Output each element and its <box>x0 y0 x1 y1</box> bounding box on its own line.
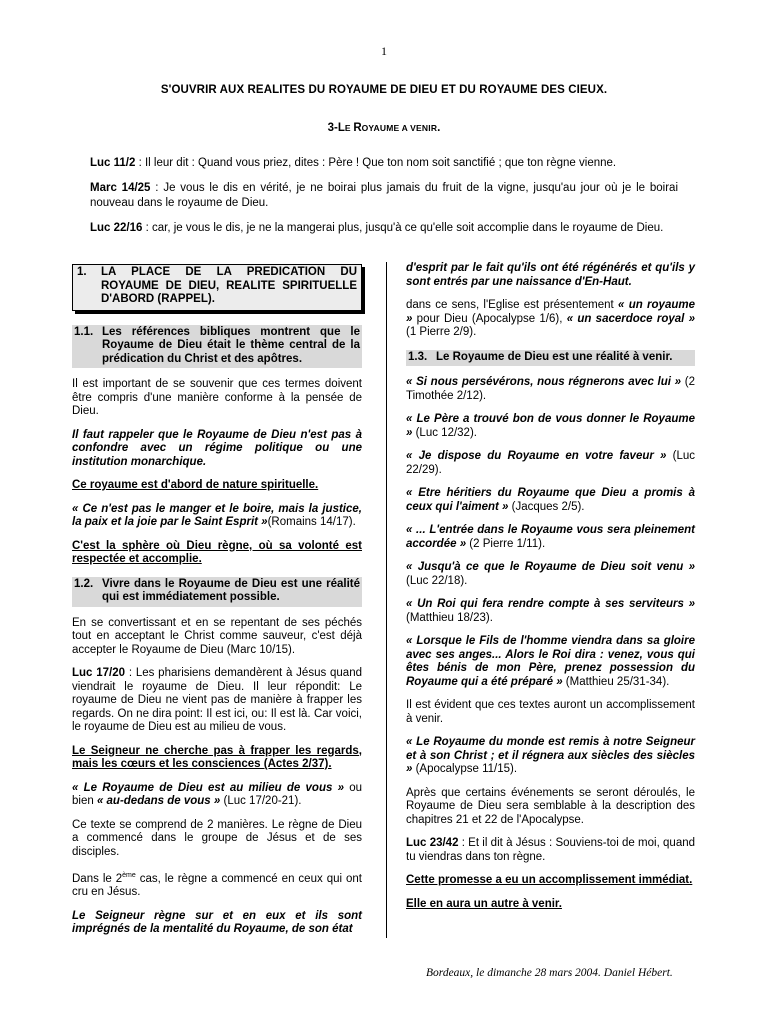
reference: (Luc 17/20-21). <box>220 795 302 807</box>
heading-text: Les références bibliques montrent que le Royaume de Dieu était le thème central de la prédication du Christ et des apôtres. <box>102 325 360 365</box>
verse-text: : Et il dit à Jésus : Souviens-toi de moi, quand tu viendras dans ton règne. <box>406 837 696 863</box>
quote: « Lorsque le Fils de l'homme viendra dans sa gloire avec ses anges... Alors le Roi dira : venez, vous qui êtes bénis de mon Père, prenez possession du Royaume qui a été préparé » <box>406 635 695 688</box>
quote: « Le Royaume de Dieu est au milieu de vous » <box>72 781 344 794</box>
reference: (Jacques 2/5). <box>508 500 585 513</box>
quote: « Si nous persévérons, nous régnerons avec lui » <box>406 376 682 388</box>
heading-text: LA PLACE DE LA PREDICATION DU ROYAUME DE DIEU, REALITE SPIRITUELLE D'ABORD (RAPPEL). <box>101 266 357 305</box>
paragraph <box>72 503 362 530</box>
paragraph: Ce royaume est d'abord de nature spirituelle. <box>72 479 319 491</box>
reference: (Luc 12/32). <box>412 426 477 439</box>
quote: « Je dispose du Royaume en votre faveur » <box>406 450 667 462</box>
verse-text: : Je vous le dis en vérité, je ne boirai plus jamais du fruit de la vigne, jusqu'au jour où je le boirai nouveau dans le royaume de Dieu. <box>90 182 678 209</box>
reference: (Romains 14/17). <box>267 516 356 528</box>
reference: (1 Pierre 2/9). <box>406 326 477 338</box>
quote-paragraph <box>406 561 695 588</box>
heading-number: 1. <box>77 266 87 278</box>
paragraph: Après que certains événements se seront déroulés, le Royaume de Dieu sera semblable à la description des chapitres 21 et 22 de l'Apocalypse. <box>406 786 695 826</box>
quote-paragraph <box>406 376 695 403</box>
reference: (Matthieu 25/31-34). <box>562 675 670 688</box>
quote-paragraph <box>406 598 695 625</box>
paragraph: C'est la sphère où Dieu règne, où sa volonté est respectée et accomplie. <box>72 539 362 565</box>
paragraph: Le Seigneur règne sur et en eux et ils sont imprégnés de la mentalité du Royaume, de son état <box>72 909 362 936</box>
verse-text: : car, je vous le dis, je ne la mangerai plus, jusqu'à ce qu'elle soit accomplie dans le royaume de Dieu. <box>142 222 664 234</box>
page-number: 1 <box>381 44 387 58</box>
intro-verses <box>90 156 678 246</box>
quote-paragraph <box>406 487 695 514</box>
paragraph: Le Seigneur ne cherche pas à frapper les regards, mais les cœurs et les consciences (Actes 2/37). <box>72 744 362 770</box>
verse-text: : Il leur dit : Quand vous priez, dites : Père ! Que ton nom soit sanctifié ; que ton règne vienne. <box>135 157 617 169</box>
superscript: ème <box>122 872 136 879</box>
reference: (Luc 22/18). <box>406 574 468 587</box>
reference: (2 Pierre 1/11). <box>466 537 546 550</box>
section-1-3-heading <box>406 350 695 367</box>
page-subtitle: 3-LE ROYAUME A VENIR. <box>327 122 441 134</box>
quote: « un sacerdoce royal » <box>566 312 695 325</box>
paragraph <box>406 837 695 864</box>
heading-number: 1.2. <box>74 577 94 590</box>
paragraph: Il est important de se souvenir que ces termes doivent être compris d'une manière conforme à la pensée de Dieu. <box>72 378 362 417</box>
quote-paragraph <box>406 450 695 477</box>
footer-signature: Bordeaux, le dimanche 28 mars 2004. Daniel Hébert. <box>426 967 673 979</box>
quote-paragraph <box>406 413 695 440</box>
section-1-1-heading <box>72 325 362 369</box>
quote: « Ce n'est pas le manger et le boire, mais la justice, la paix et la joie par le Saint Esprit » <box>72 502 362 528</box>
left-column <box>72 264 362 947</box>
paragraph <box>406 299 695 340</box>
quote: « au-dedans de vous » <box>96 795 221 807</box>
text: Dans le 2 <box>72 872 123 885</box>
paragraph <box>72 667 362 735</box>
intro-verse <box>90 221 678 236</box>
text: dans ce sens, l'Eglise est présentement <box>406 299 619 311</box>
intro-verse <box>90 181 678 211</box>
heading-text: Le Royaume de Dieu est une réalité à venir. <box>436 350 673 363</box>
section-1-2-heading <box>72 577 362 607</box>
verse-ref: Luc 11/2 <box>90 157 136 169</box>
paragraph: Elle en aura un autre à venir. <box>406 897 562 910</box>
quote: « ... L'entrée dans le Royaume vous sera pleinement accordée » <box>406 524 695 550</box>
quote: « Jusqu'à ce que le Royaume de Dieu soit venu » <box>406 561 695 573</box>
text: pour Dieu (Apocalypse 1/6), <box>412 312 567 325</box>
reference: (Apocalypse 11/15). <box>412 763 518 775</box>
quote: « Le Père a trouvé bon de vous donner le Royaume » <box>406 413 695 439</box>
right-column <box>406 262 695 921</box>
column-divider <box>386 262 387 938</box>
quote: « un royaume » <box>406 299 695 325</box>
heading-number: 1.3. <box>408 350 428 363</box>
quote-paragraph <box>406 635 695 689</box>
paragraph: Il est évident que ces textes auront un accomplissement à venir. <box>406 699 695 725</box>
paragraph: Ce texte se comprend de 2 manières. Le règne de Dieu a commencé dans le groupe de Jésus et de ses disciples. <box>72 818 362 858</box>
paragraph: En se convertissant et en se repentant de ses péchés tout en acceptant le Christ comme sauveur, c'est déjà accepter le Royaume de Dieu (Marc 10/15). <box>72 616 362 656</box>
reference: (Luc 22/29). <box>406 450 695 476</box>
verse-ref: Luc 17/20 <box>72 667 126 679</box>
quote-paragraph <box>406 524 695 551</box>
quote: « Le Royaume du monde est remis à notre Seigneur et à son Christ ; et il régnera aux siècles des siècles » <box>406 736 695 775</box>
verse-ref: Luc 22/16 <box>90 222 143 234</box>
verse-ref: Marc 14/25 <box>90 182 151 194</box>
verse-text: : Les pharisiens demandèrent à Jésus quand viendrait le royaume de Dieu. Il leur répondit: Le royaume de Dieu ne vient pas de manière à frapper les regards. On ne dira point: Il est ici, ou: Il est là. Car voici, le royaume de Dieu est au milieu de vous. <box>72 667 362 733</box>
paragraph <box>72 869 362 900</box>
text: cas, le règne a commencé en ceux qui ont cru en Jésus. <box>72 872 362 899</box>
paragraph <box>72 782 362 809</box>
paragraph: Il faut rappeler que le Royaume de Dieu n'est pas à confondre avec un régime politique ou une institution monarchique. <box>72 428 362 468</box>
quote: « Un Roi qui fera rendre compte à ses serviteurs » <box>406 598 695 610</box>
quote: « Etre héritiers du Royaume que Dieu a promis à ceux qui l'aiment » <box>406 487 695 513</box>
reference: (Matthieu 18/23). <box>406 611 493 624</box>
heading-number: 1.1. <box>74 325 94 338</box>
quote-paragraph <box>406 736 695 777</box>
verse-ref: Luc 23/42 <box>406 837 459 849</box>
paragraph: d'esprit par le fait qu'ils ont été régénérés et qu'ils y sont entrés par une naissance d'En-Haut. <box>406 262 695 288</box>
section-1-heading <box>72 264 362 311</box>
intro-verse <box>90 156 678 171</box>
paragraph: Cette promesse a eu un accomplissement immédiat. <box>406 874 693 886</box>
heading-text: Vivre dans le Royaume de Dieu est une réalité qui est immédiatement possible. <box>102 577 360 603</box>
reference: (2 Timothée 2/12). <box>406 376 695 402</box>
text: ou bien <box>72 781 362 807</box>
page-title: S'OUVRIR AUX REALITES DU ROYAUME DE DIEU ET DU ROYAUME DES CIEUX. <box>160 84 608 96</box>
